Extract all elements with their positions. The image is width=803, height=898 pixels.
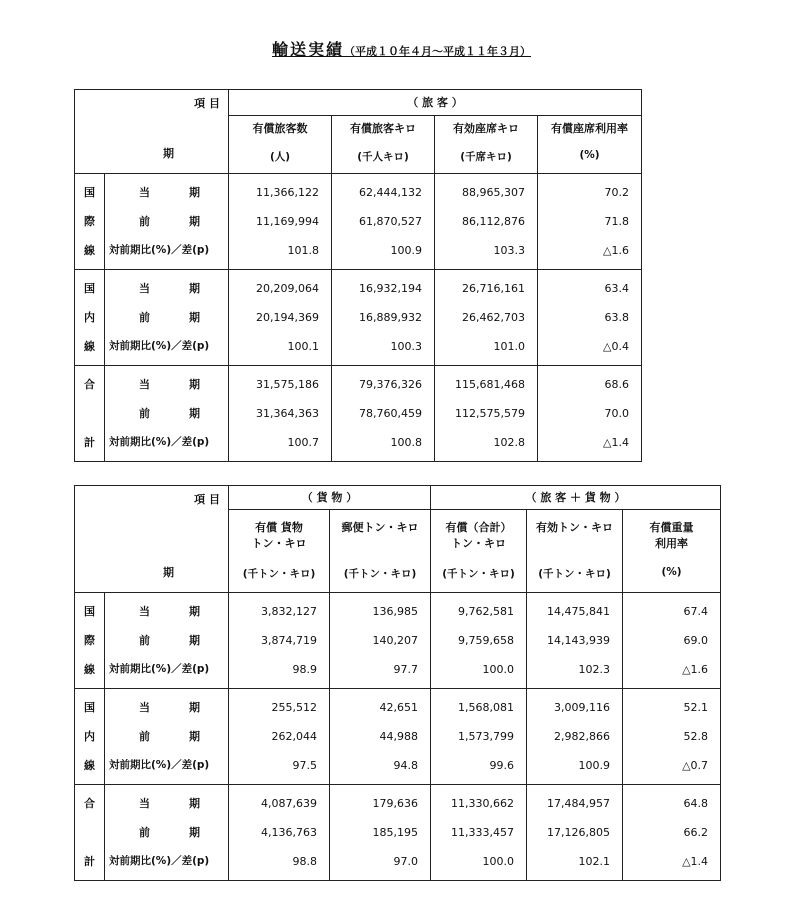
table-section: [75, 785, 721, 881]
data-value: 20,209,064: [256, 282, 319, 295]
side-char: 国: [84, 701, 95, 714]
data-value: 100.9: [578, 759, 610, 772]
data-value: 255,512: [271, 701, 317, 714]
value-cell: [332, 174, 435, 270]
period-cell: [105, 593, 229, 689]
value-cell: [330, 593, 431, 689]
column-label-line1: 有償（合計）: [445, 521, 512, 534]
data-value: △1.4: [603, 436, 629, 449]
data-value: 102.1: [578, 855, 610, 868]
column-header: [435, 116, 538, 174]
period-char: 期: [189, 634, 200, 647]
corner-period-label: 期: [163, 147, 174, 160]
data-value: 63.8: [604, 311, 629, 324]
data-value: 112,575,579: [455, 407, 525, 420]
ratio-label: 対前期比(%)／差(p): [109, 663, 210, 675]
column-header: [330, 510, 431, 593]
value-cell: [435, 174, 538, 270]
side-char: 内: [84, 730, 95, 743]
value-cell: [527, 785, 623, 881]
value-cell: [229, 785, 330, 881]
period-char: 期: [189, 282, 200, 295]
column-unit: (千人キロ): [357, 151, 409, 163]
value-cell: [538, 270, 642, 366]
column-header: [431, 510, 527, 593]
period-char: 前: [139, 407, 150, 420]
data-value: 14,143,939: [547, 634, 610, 647]
value-cell: [527, 689, 623, 785]
value-cell: [538, 366, 642, 462]
column-label-line2: 利用率: [655, 537, 688, 550]
data-value: 86,112,876: [462, 215, 525, 228]
column-header: [527, 510, 623, 593]
combined-group-header: （ 旅 客 ＋ 貨 物 ）: [431, 486, 721, 510]
section-side-label: [75, 174, 105, 270]
data-value: 100.0: [482, 663, 514, 676]
value-cell: [332, 270, 435, 366]
corner-item-label: 項 目: [194, 97, 220, 110]
period-char: 当: [139, 282, 150, 295]
data-value: 17,484,957: [547, 797, 610, 810]
data-value: 31,364,363: [256, 407, 319, 420]
column-header: [538, 116, 642, 174]
data-value: 100.7: [287, 436, 319, 449]
value-cell: [330, 785, 431, 881]
column-unit: (人): [269, 151, 291, 163]
data-value: 68.6: [604, 378, 629, 391]
period-label: [105, 370, 228, 399]
data-value: 88,965,307: [462, 186, 525, 199]
column-unit: (千トン・キロ): [242, 568, 316, 580]
value-cell: [229, 689, 330, 785]
column-unit: (%): [661, 566, 682, 578]
data-value: 14,475,841: [547, 605, 610, 618]
column-header: [229, 116, 332, 174]
column-label: 有償旅客数: [252, 122, 308, 135]
side-char: 国: [84, 605, 95, 618]
value-cell: [623, 689, 721, 785]
period-label: [105, 789, 228, 818]
value-cell: [229, 270, 332, 366]
period-char: 期: [189, 701, 200, 714]
title-period: （平成１０年４月～平成１１年３月）: [344, 45, 531, 58]
value-cell: [229, 366, 332, 462]
side-char: 合: [84, 797, 95, 810]
data-value: 67.4: [683, 605, 709, 618]
ratio-label: 対前期比(%)／差(p): [109, 759, 210, 771]
value-cell: [623, 785, 721, 881]
period-label: [105, 399, 228, 428]
ratio-label: 対前期比(%)／差(p): [109, 436, 210, 448]
data-value: 66.2: [683, 826, 709, 839]
side-char: [75, 818, 104, 847]
data-value: 20,194,369: [256, 311, 319, 324]
passenger-table: [74, 89, 642, 462]
period-label: [105, 597, 228, 626]
data-value: 71.8: [604, 215, 629, 228]
data-value: 115,681,468: [455, 378, 525, 391]
data-value: 62,444,132: [359, 186, 422, 199]
value-cell: [332, 366, 435, 462]
column-label-line1: 有償 貨物: [255, 521, 303, 534]
data-value: 98.9: [292, 663, 317, 676]
period-char: 期: [189, 730, 200, 743]
data-value: 9,762,581: [458, 605, 514, 618]
data-value: 4,087,639: [261, 797, 317, 810]
column-unit: (千トン・キロ): [343, 568, 417, 580]
corner-header: [75, 90, 229, 174]
cargo-table: [74, 485, 721, 881]
column-unit: (千トン・キロ): [442, 568, 515, 580]
period-char: 前: [139, 730, 150, 743]
data-value: 70.0: [604, 407, 629, 420]
data-value: 2,982,866: [554, 730, 610, 743]
value-cell: [330, 689, 431, 785]
period-cell: [105, 270, 229, 366]
column-label-line2: トン・キロ: [451, 537, 506, 550]
data-value: 100.1: [287, 340, 319, 353]
period-char: 期: [189, 605, 200, 618]
side-char: 際: [84, 215, 95, 228]
data-value: 97.7: [393, 663, 418, 676]
column-label: 有効座席キロ: [453, 122, 519, 135]
data-value: 79,376,326: [359, 378, 422, 391]
data-value: 100.3: [390, 340, 422, 353]
data-value: 3,874,719: [261, 634, 317, 647]
data-value: 11,169,994: [256, 215, 319, 228]
data-value: 140,207: [372, 634, 418, 647]
value-cell: [538, 174, 642, 270]
data-value: 103.3: [493, 244, 525, 257]
data-value: 3,832,127: [261, 605, 317, 618]
data-value: 42,651: [379, 701, 418, 714]
table-section: [75, 174, 642, 270]
data-value: 99.6: [489, 759, 514, 772]
data-value: 11,333,457: [451, 826, 514, 839]
data-value: 98.8: [292, 855, 317, 868]
data-value: 94.8: [393, 759, 418, 772]
period-cell: [105, 689, 229, 785]
column-unit: (%): [579, 149, 600, 161]
data-value: 1,573,799: [458, 730, 514, 743]
period-char: 前: [139, 826, 150, 839]
data-value: 102.8: [493, 436, 525, 449]
data-value: 78,760,459: [359, 407, 422, 420]
data-value: 64.8: [683, 797, 709, 810]
section-side-label: [75, 366, 105, 462]
data-value: 101.0: [493, 340, 525, 353]
period-cell: [105, 366, 229, 462]
value-cell: [527, 593, 623, 689]
period-char: 期: [189, 186, 200, 199]
value-cell: [431, 689, 527, 785]
data-value: 102.3: [578, 663, 610, 676]
period-label: [105, 207, 228, 236]
corner-header: [75, 486, 229, 593]
period-char: 期: [189, 215, 200, 228]
period-label: [105, 693, 228, 722]
period-label: [105, 818, 228, 847]
data-value: △1.6: [682, 663, 709, 676]
value-cell: [623, 593, 721, 689]
value-cell: [431, 785, 527, 881]
data-value: 52.8: [683, 730, 709, 743]
period-char: 当: [139, 186, 150, 199]
column-label-line1: 有効トン・キロ: [536, 521, 613, 534]
data-value: 262,044: [271, 730, 317, 743]
period-char: 当: [139, 701, 150, 714]
table-section: [75, 366, 642, 462]
ratio-label: 対前期比(%)／差(p): [109, 855, 210, 867]
column-unit: (千席キロ): [460, 151, 512, 163]
data-value: △1.6: [603, 244, 629, 257]
data-value: 97.5: [292, 759, 317, 772]
side-char: 線: [84, 244, 95, 257]
section-side-label: [75, 689, 105, 785]
period-char: 期: [189, 826, 200, 839]
data-value: 1,568,081: [458, 701, 514, 714]
data-value: 16,932,194: [359, 282, 422, 295]
ratio-label: 対前期比(%)／差(p): [109, 244, 210, 256]
ratio-label: 対前期比(%)／差(p): [109, 340, 210, 352]
side-char: 内: [84, 311, 95, 324]
data-value: 17,126,805: [547, 826, 610, 839]
side-char: 線: [84, 759, 95, 772]
value-cell: [229, 174, 332, 270]
corner-period-label: 期: [163, 566, 174, 579]
cargo-group-header: （ 貨 物 ）: [229, 486, 431, 510]
data-value: 3,009,116: [554, 701, 610, 714]
data-value: 179,636: [372, 797, 418, 810]
side-char: 合: [84, 378, 95, 391]
data-value: 100.0: [482, 855, 514, 868]
period-char: 前: [139, 634, 150, 647]
data-value: 61,870,527: [359, 215, 422, 228]
title-main: 輸送実績: [271, 40, 344, 59]
data-value: 185,195: [372, 826, 418, 839]
data-value: 9,759,658: [458, 634, 514, 647]
column-header: [332, 116, 435, 174]
side-char: 際: [84, 634, 95, 647]
period-cell: [105, 785, 229, 881]
side-char: 国: [84, 282, 95, 295]
period-char: 当: [139, 605, 150, 618]
data-value: 52.1: [683, 701, 709, 714]
document-title: [0, 37, 803, 60]
period-char: 当: [139, 378, 150, 391]
period-char: 期: [189, 797, 200, 810]
data-value: 100.9: [390, 244, 422, 257]
column-unit: (千トン・キロ): [538, 568, 611, 580]
data-value: 100.8: [390, 436, 422, 449]
section-side-label: [75, 593, 105, 689]
column-header: [623, 510, 721, 593]
side-char: 線: [84, 663, 95, 676]
section-side-label: [75, 270, 105, 366]
data-value: 26,462,703: [462, 311, 525, 324]
period-label: [105, 303, 228, 332]
column-label-line2: トン・キロ: [251, 537, 307, 550]
period-cell: [105, 174, 229, 270]
section-side-label: [75, 785, 105, 881]
period-char: 前: [139, 311, 150, 324]
data-value: 4,136,763: [261, 826, 317, 839]
column-label-line1: 有償重量: [649, 521, 694, 534]
data-value: 16,889,932: [359, 311, 422, 324]
column-label-line1: 郵便トン・キロ: [341, 521, 419, 534]
period-char: 前: [139, 215, 150, 228]
period-char: 期: [189, 311, 200, 324]
period-char: 期: [189, 378, 200, 391]
table-section: [75, 593, 721, 689]
corner-item-label: 項 目: [194, 493, 220, 506]
table-section: [75, 270, 642, 366]
value-cell: [431, 593, 527, 689]
data-value: 63.4: [604, 282, 629, 295]
data-value: 70.2: [604, 186, 629, 199]
column-label: 有償旅客キロ: [350, 122, 416, 135]
value-cell: [435, 366, 538, 462]
side-char: [75, 399, 104, 428]
data-value: 26,716,161: [462, 282, 525, 295]
side-char: 計: [84, 855, 95, 868]
data-value: 97.0: [393, 855, 418, 868]
passenger-group-header: （ 旅 客 ）: [229, 90, 642, 116]
data-value: 11,366,122: [256, 186, 319, 199]
period-label: [105, 722, 228, 751]
data-value: 31,575,186: [256, 378, 319, 391]
data-value: 44,988: [379, 730, 418, 743]
value-cell: [435, 270, 538, 366]
side-char: 線: [84, 340, 95, 353]
data-value: △0.4: [603, 340, 629, 353]
column-label: 有償座席利用率: [551, 122, 628, 135]
side-char: 国: [84, 186, 95, 199]
period-label: [105, 626, 228, 655]
value-cell: [229, 593, 330, 689]
period-char: 期: [189, 407, 200, 420]
period-label: [105, 274, 228, 303]
data-value: △1.4: [682, 855, 709, 868]
period-label: [105, 178, 228, 207]
data-value: 101.8: [287, 244, 319, 257]
column-header: [229, 510, 330, 593]
data-value: △0.7: [682, 759, 709, 772]
data-value: 69.0: [683, 634, 709, 647]
period-char: 当: [139, 797, 150, 810]
table-section: [75, 689, 721, 785]
data-value: 136,985: [372, 605, 418, 618]
side-char: 計: [84, 436, 95, 449]
data-value: 11,330,662: [451, 797, 514, 810]
